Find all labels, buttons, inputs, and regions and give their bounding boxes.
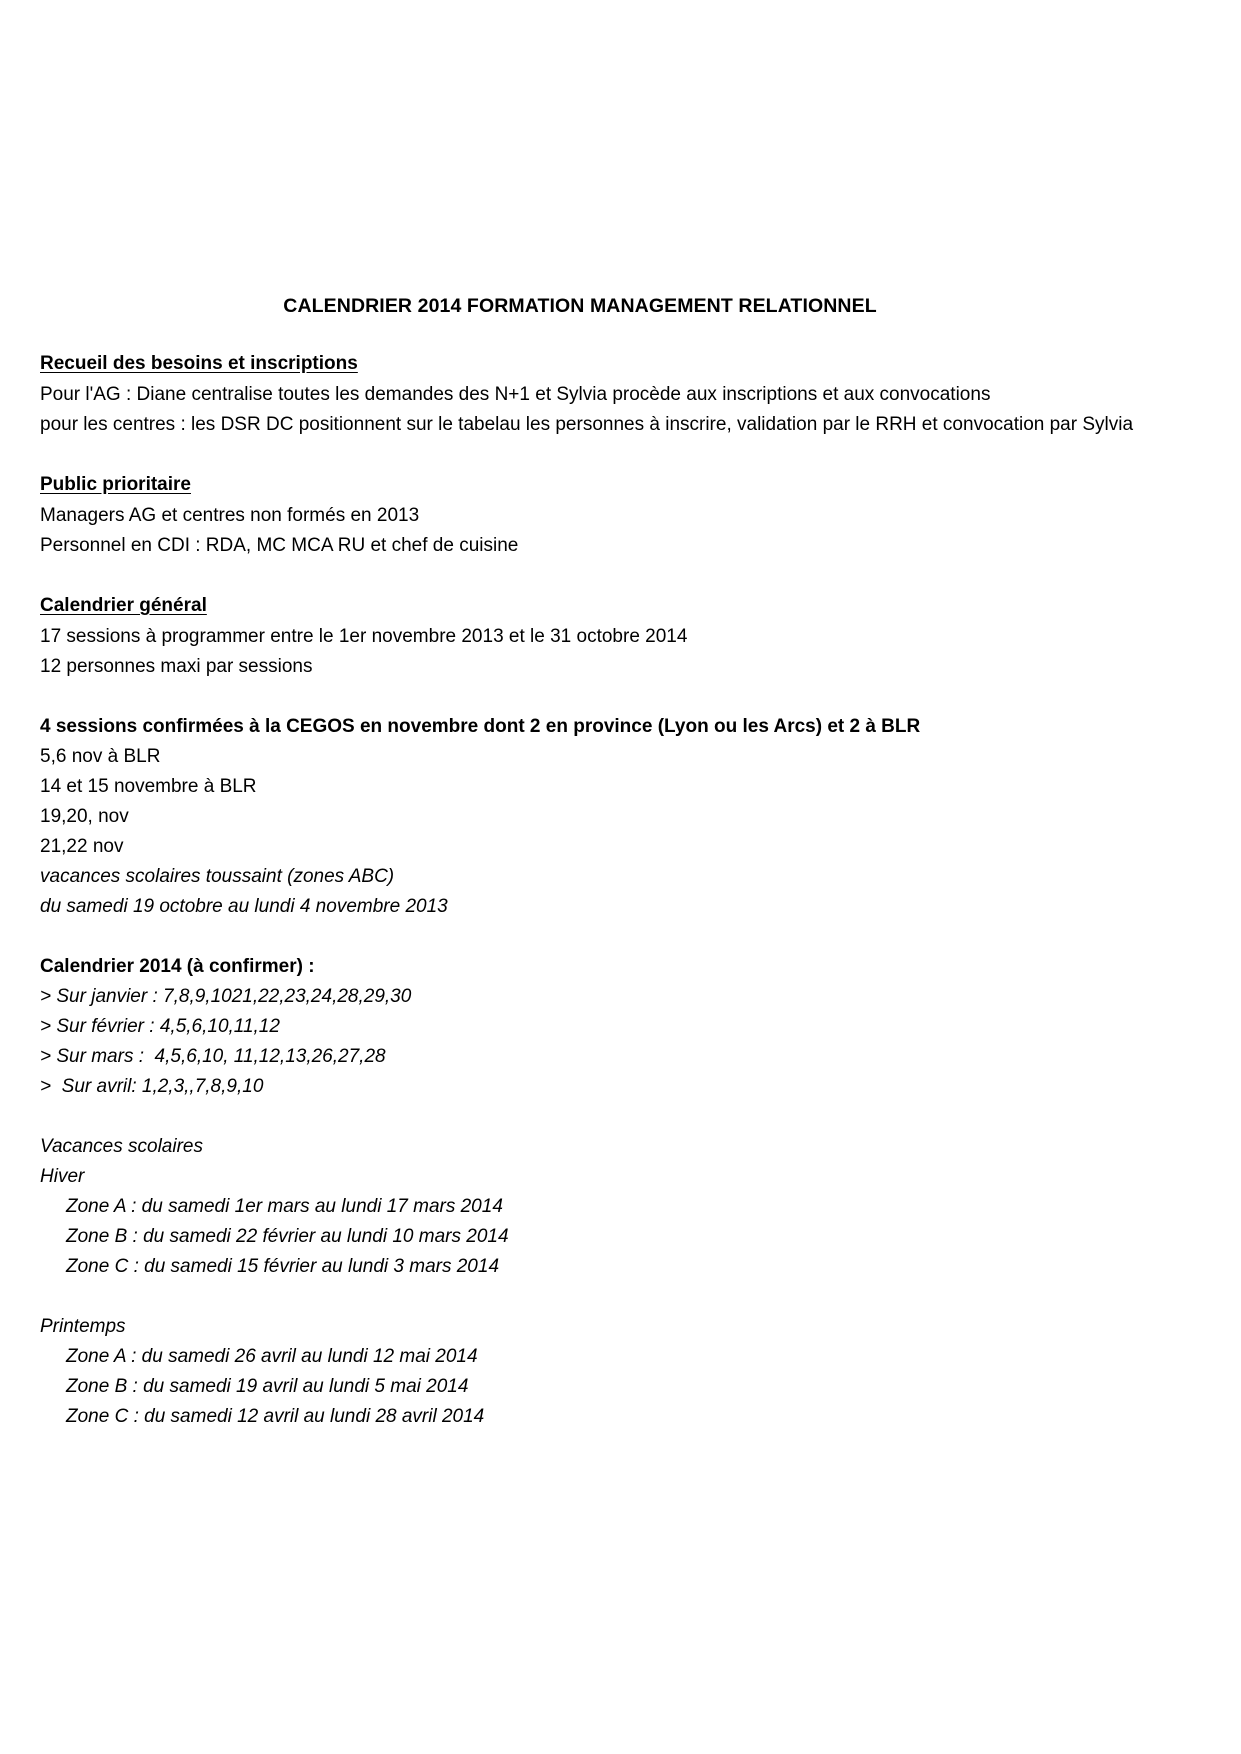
recueil-line-1: Pour l'AG : Diane centralise toutes les demandes des N+1 et Sylvia procède aux inscriptions et aux convocations	[40, 384, 991, 405]
spacer	[40, 440, 1215, 470]
vacances-hiver-zone-a: Zone A : du samedi 1er mars au lundi 17 mars 2014	[66, 1196, 503, 1217]
section-recueil-des-besoins	[40, 349, 1215, 440]
recueil-line-2: pour les centres : les DSR DC positionnent sur le tabelau les personnes à inscrire, validation par le RRH et convocation par Sylvia	[40, 414, 1134, 435]
calendrier-2014-month-janvier: > Sur janvier : 7,8,9,1021,22,23,24,28,29,30	[40, 986, 412, 1007]
calendrier-general-heading-row	[40, 591, 1215, 622]
spacer	[40, 682, 1215, 712]
public-line-1: Managers AG et centres non formés en 2013	[40, 505, 420, 526]
calendrier-2014-heading: Calendrier 2014 (à confirmer) :	[40, 956, 315, 977]
session-date-3: 19,20, nov	[40, 806, 129, 827]
calendrier-2014-month-avril: > Sur avril: 1,2,3,,7,8,9,10	[40, 1076, 264, 1097]
section-calendrier-2014	[40, 952, 1215, 1102]
vacances-printemps-label: Printemps	[40, 1316, 126, 1337]
section-calendrier-general	[40, 591, 1215, 682]
public-prioritaire-heading: Public prioritaire	[40, 474, 191, 495]
section-sessions-confirmees	[40, 712, 1215, 922]
recueil-heading: Recueil des besoins et inscriptions	[40, 353, 358, 374]
vacances-printemps-zone-b: Zone B : du samedi 19 avril au lundi 5 mai 2014	[66, 1376, 469, 1397]
recueil-heading-row	[40, 349, 1215, 380]
public-heading-row	[40, 470, 1215, 501]
document-body	[40, 292, 1215, 1432]
spacer	[40, 922, 1215, 952]
spacer	[40, 1282, 1215, 1312]
calendrier-general-line-2: 12 personnes maxi par sessions	[40, 656, 313, 677]
vacances-hiver-zone-c: Zone C : du samedi 15 février au lundi 3 mars 2014	[66, 1256, 500, 1277]
session-date-2: 14 et 15 novembre à BLR	[40, 776, 257, 797]
section-public-prioritaire	[40, 470, 1215, 561]
session-date-4: 21,22 nov	[40, 836, 124, 857]
page-title: CALENDRIER 2014 FORMATION MANAGEMENT RELATIONNEL	[283, 295, 877, 317]
calendrier-general-line-1: 17 sessions à programmer entre le 1er novembre 2013 et le 31 octobre 2014	[40, 626, 688, 647]
vacances-printemps-zone-c: Zone C : du samedi 12 avril au lundi 28 avril 2014	[66, 1406, 485, 1427]
sessions-confirmees-heading: 4 sessions confirmées à la CEGOS en novembre dont 2 en province (Lyon ou les Arcs) et 2 à BLR	[40, 716, 921, 737]
calendrier-2014-month-fevrier: > Sur février : 4,5,6,10,11,12	[40, 1016, 280, 1037]
vacances-scolaires-heading: Vacances scolaires	[40, 1136, 203, 1157]
vacances-hiver-zone-b: Zone B : du samedi 22 février au lundi 10 mars 2014	[66, 1226, 509, 1247]
spacer	[40, 1102, 1215, 1132]
calendrier-2014-month-mars: > Sur mars : 4,5,6,10, 11,12,13,26,27,28	[40, 1046, 386, 1067]
session-date-1: 5,6 nov à BLR	[40, 746, 161, 767]
section-vacances-scolaires	[40, 1132, 1215, 1432]
calendrier-general-heading: Calendrier général	[40, 595, 207, 616]
public-line-2: Personnel en CDI : RDA, MC MCA RU et chef de cuisine	[40, 535, 519, 556]
vacances-toussaint-line-1: vacances scolaires toussaint (zones ABC)	[40, 866, 395, 887]
vacances-hiver-label: Hiver	[40, 1166, 85, 1187]
vacances-toussaint-line-2: du samedi 19 octobre au lundi 4 novembre 2013	[40, 896, 448, 917]
vacances-printemps-zone-a: Zone A : du samedi 26 avril au lundi 12 mai 2014	[66, 1346, 478, 1367]
spacer	[40, 561, 1215, 591]
